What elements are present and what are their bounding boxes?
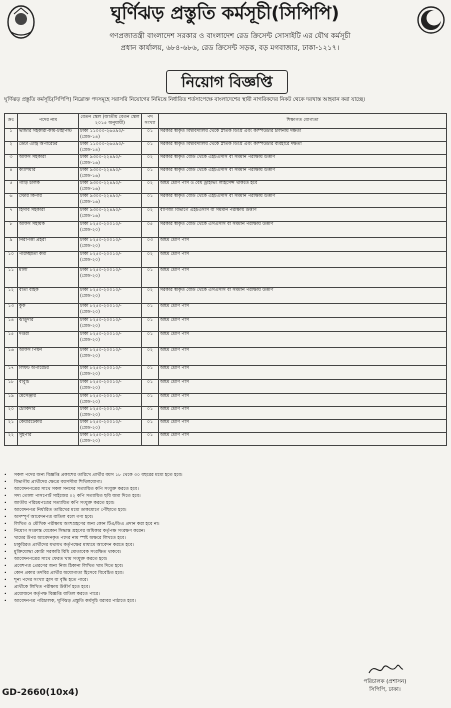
cell-serial: ১৮ [5,380,18,394]
condition-text: চাকুরিরত প্রার্থীদের যথাযথ কর্তৃপক্ষের মাধ্যমে আবেদন করতে হবে। [14,543,134,548]
cell-serial: ১৯ [5,394,18,407]
condition-item [4,591,447,598]
cell-qualification: সরকার স্বীকৃত বোর্ড থেকে এসএসসি বা সমমান পরীক্ষায় উত্তীর্ণ [159,222,447,238]
red-crescent-logo [416,5,446,35]
table-row [5,348,447,366]
condition-number: • [4,508,7,513]
condition-text: প্রয়োজনে কর্তৃপক্ষ বিজ্ঞপ্তি বাতিল করতে পারে। [14,592,100,597]
condition-number: • [4,515,7,520]
cell-post-name: ডেটা এন্ট্রি অপারেটর [18,142,79,155]
cell-post-count: ০৫ [142,222,159,238]
cell-pay-scale: টাকা ৮২৫০-২০০১০/-(গ্রেড-২০) [79,288,142,304]
cell-pay-scale: টাকা ৮২৫০-২০০১০/-(গ্রেড-২০) [79,268,142,288]
cell-pay-scale: টাকা ১১০০০-২৬৫৯০/-(গ্রেড-১৪) [79,142,142,155]
cell-post-count: ০১ [142,433,159,446]
cell-qualification: সরকার স্বীকৃত বোর্ড থেকে এইচএসসি বা সমমান পরীক্ষায় উত্তীর্ণ [159,168,447,181]
cell-pay-scale: টাকা ৯৩০০-২২৪৯০/-(গ্রেড-১৬) [79,194,142,208]
condition-number: • [4,522,7,527]
cell-pay-scale: টাকা ৯৩০০-২২৪৯০/-(গ্রেড-১৬) [79,155,142,168]
header-qualification: শিক্ষাগত যোগ্যতা [159,114,447,129]
table-row [5,238,447,252]
table-row [5,394,447,407]
cell-qualification: অষ্টম শ্রেণি পাস [159,420,447,433]
table-row [5,268,447,288]
cell-qualification: অষ্টম শ্রেণি পাস [159,268,447,288]
cell-qualification: অষ্টম শ্রেণি পাস [159,433,447,446]
cell-post-count: ০১ [142,129,159,142]
cell-serial: ১৭ [5,366,18,380]
cell-post-count: ০১ [142,142,159,155]
table-row [5,407,447,420]
condition-number: • [4,473,7,478]
cell-pay-scale: টাকা ৮২৫০-২০০১০/-(গ্রেড-২০) [79,318,142,332]
advertisement-title: নিয়োগ বিজ্ঞপ্তি [166,70,288,94]
condition-text: আবেদনপত্রের সাথে সকল সনদের সত্যায়িত কপি সংযুক্ত করতে হবে। [14,487,139,492]
cell-post-count: ০১ [142,194,159,208]
cell-qualification: অষ্টম শ্রেণি পাস [159,380,447,394]
table-row [5,142,447,155]
conditions-list [4,472,447,605]
condition-number: • [4,494,7,499]
cell-post-name: বার্তা বাহক [18,288,79,304]
condition-number: • [4,599,7,604]
cell-serial: ১৩ [5,304,18,318]
table-row [5,181,447,194]
cell-post-count: ০২ [142,252,159,268]
condition-item [4,493,447,500]
cell-serial: ৫ [5,181,18,194]
cell-post-name: কুক [18,304,79,318]
cell-qualification: অষ্টম শ্রেণি পাস [159,318,447,332]
condition-text: প্রার্থীকে লিখিত পরীক্ষায় উত্তীর্ণ হতে হবে। [14,585,90,590]
cell-post-name: হিসাব সহকারী [18,208,79,222]
cell-post-name: অফিস সহায়ক [18,222,79,238]
cell-pay-scale: টাকা ৮২৫০-২০০১০/-(গ্রেড-২০) [79,332,142,348]
cell-qualification: অষ্টম শ্রেণি পাস ও বৈধ ড্রাইভিং লাইসেন্স থাকতে হবে [159,181,447,194]
condition-text: সদ্য তোলা পাসপোর্ট সাইজের ০২ কপি সত্যায়িত ছবি জমা দিতে হবে। [14,494,141,499]
cell-pay-scale: টাকা ৯৩০০-২২৪৯০/-(গ্রেড-১৬) [79,168,142,181]
condition-text: আবেদনপত্র পরিচালক, ঘূর্ণিঝড় প্রস্তুতি কর্মসূচি বরাবর পাঠাতে হবে। [14,599,136,604]
signatory-organization: সিপিপি, ঢাকা। [369,687,401,693]
signature-scribble [365,660,405,678]
cell-serial: ৯ [5,238,18,252]
organization-address: প্রধান কার্যালয়, ৬৮৪-৬৮৬, রেড ক্রিসেন্ট সড়ক, বড় মগবাজার, ঢাকা-১২১৭। [120,43,340,52]
table-row [5,194,447,208]
cell-pay-scale: টাকা ৮২৫০-২০০১০/-(গ্রেড-২০) [79,238,142,252]
cell-post-count: ০১ [142,407,159,420]
cell-post-count: ০২ [142,155,159,168]
cell-post-count: ০১ [142,366,159,380]
organization-title: ঘূর্ণিঝড় প্রস্তুতি কর্মসূচী(সিপিপি) [110,3,340,24]
cell-post-name: বাবুর্চি [18,380,79,394]
condition-item [4,486,447,493]
cell-post-name: কেয়ারটেকার [18,420,79,433]
condition-number: • [4,571,7,576]
cell-post-count: ০১ [142,332,159,348]
intro-paragraph: ঘূর্ণিঝড় প্রস্তুতি কর্মসূচি(সিপিপি) নিম্নোক্ত পদসমূহে সরাসরি নিয়োগের নিমিত্তে নির্ধারিত শর্তসাপেক্ষে বাংলাদেশের স্থায়ী নাগরিকদের নিকট থেকে দরখাস্ত আহবান করা যাচ্ছে। [4,97,366,103]
cell-post-count: ০৩ [142,238,159,252]
condition-text: আবেদনপত্র নির্ধারিত তারিখের মধ্যে ডাকযোগে পৌঁছাতে হবে। [14,508,127,513]
cell-pay-scale: টাকা ৮২৫০-২০০১০/-(গ্রেড-২০) [79,252,142,268]
condition-number: • [4,487,7,492]
cell-qualification: সরকার স্বীকৃত বিশ্ববিদ্যালয় থেকে স্নাতক ডিগ্রি এবং কম্পিউটার ব্যবহারে দক্ষতা [159,142,447,155]
signature-block [330,660,440,694]
cell-post-name: ঝাড়ুদার [18,318,79,332]
condition-number: • [4,557,7,562]
cell-serial: ১১ [5,268,18,288]
table-row [5,366,447,380]
cell-serial: ১ [5,129,18,142]
cell-qualification: সরকার স্বীকৃত বোর্ড থেকে এইচএসসি বা সমমান পরীক্ষায় উত্তীর্ণ [159,194,447,208]
cell-qualification: সরকার স্বীকৃত বোর্ড থেকে এইচএসসি বা সমমান পরীক্ষায় উত্তীর্ণ [159,155,447,168]
table-row [5,222,447,238]
condition-item [4,479,447,486]
cell-pay-scale: টাকা ৯৩০০-২২৪৯০/-(গ্রেড-১৬) [79,208,142,222]
table-row [5,433,447,446]
government-emblem-logo [6,4,36,42]
condition-text: খামের উপর আবেদনকৃত পদের নাম স্পষ্ট অক্ষরে লিখতে হবে। [14,536,126,541]
cell-post-count: ০১ [142,268,159,288]
cell-qualification: অষ্টম শ্রেণি পাস [159,366,447,380]
cell-post-name: পরিচ্ছন্নতা কর্মী [18,252,79,268]
cell-serial: ৪ [5,168,18,181]
table-row [5,380,447,394]
condition-number: • [4,501,7,506]
cell-post-count: ০১ [142,304,159,318]
cell-pay-scale: টাকা ৮২৫০-২০০১০/-(গ্রেড-২০) [79,420,142,433]
cell-qualification: সরকার স্বীকৃত বোর্ড থেকে এসএসসি বা সমমান পরীক্ষায় উত্তীর্ণ [159,288,447,304]
condition-number: • [4,585,7,590]
cell-post-name: অফিস পিয়ন [18,348,79,366]
condition-item [4,528,447,535]
condition-item [4,521,447,528]
cell-serial: ৮ [5,222,18,238]
condition-item [4,507,447,514]
table-row [5,318,447,332]
table-row [5,288,447,304]
cell-post-name: ক্যাশিয়ার [18,168,79,181]
condition-number: • [4,543,7,548]
condition-number: • [4,536,7,541]
header-pay-scale: বেতন স্কেল (জাতীয় বেতন স্কেল ২০১৫ অনুযায়ী) [79,114,142,129]
condition-item [4,549,447,556]
condition-number: • [4,564,7,569]
cell-pay-scale: টাকা ৮২৫০-২০০১০/-(গ্রেড-২০) [79,366,142,380]
condition-item [4,514,447,521]
cell-qualification: বাণিজ্য বিভাগে এইচএসসি বা সমমান পরীক্ষায় উত্তীর্ণ [159,208,447,222]
cell-serial: ২২ [5,433,18,446]
condition-item [4,556,447,563]
condition-number: • [4,578,7,583]
cell-serial: ১০ [5,252,18,268]
cell-serial: ৭ [5,208,18,222]
cell-post-name: মেসেঞ্জার [18,394,79,407]
cell-post-name: গাড়ি চালক [18,181,79,194]
cell-qualification: অষ্টম শ্রেণি পাস [159,238,447,252]
cell-qualification: অষ্টম শ্রেণি পাস [159,394,447,407]
cell-serial: ১২ [5,288,18,304]
condition-text: লিখিত ও মৌখিক পরীক্ষায় অংশগ্রহণের জন্য কোন টিএ/ডিএ প্রদান করা হবে না। [14,522,160,527]
cell-post-count: ০১ [142,168,159,181]
cell-post-count: ০১ [142,394,159,407]
condition-text: নিয়োগ সংক্রান্ত যেকোন সিদ্ধান্ত গ্রহণের অধিকার কর্তৃপক্ষ সংরক্ষণ করেন। [14,529,146,534]
advertisement-code: GD-2660(10x4) [2,688,79,698]
cell-serial: ১৬ [5,348,18,366]
cell-serial: ৬ [5,194,18,208]
condition-item [4,535,447,542]
cell-serial: ২১ [5,420,18,433]
posts-table [4,113,447,446]
cell-post-name: মালী [18,268,79,288]
table-row [5,420,447,433]
condition-item [4,584,447,591]
condition-number: • [4,592,7,597]
condition-text: কোন প্রকার তদবির প্রার্থীর অযোগ্যতা হিসেবে বিবেচিত হবে। [14,571,124,576]
condition-item [4,570,447,577]
cell-post-count: ০২ [142,288,159,304]
cell-qualification: অষ্টম শ্রেণি পাস [159,332,447,348]
cell-serial: ১৪ [5,318,18,332]
cell-post-name: দপ্তরী [18,332,79,348]
cell-pay-scale: টাকা ৮২৫০-২০০১০/-(গ্রেড-২০) [79,304,142,318]
table-row [5,332,447,348]
condition-text: বিভাগীয় প্রার্থীদের ক্ষেত্রে বয়সসীমা শিথিলযোগ্য। [14,480,103,485]
cell-serial: ১৫ [5,332,18,348]
condition-item [4,500,447,507]
cell-post-count: ০২ [142,348,159,366]
cell-pay-scale: টাকা ৮২৫০-২০০১০/-(গ্রেড-২০) [79,222,142,238]
cell-pay-scale: টাকা ৮২৫০-২০০১০/-(গ্রেড-২০) [79,394,142,407]
header-post-name: পদের নাম [18,114,79,129]
cell-serial: ২০ [5,407,18,420]
signatory-designation: পরিচালক (প্রশাসন) [363,679,407,685]
cell-pay-scale: টাকা ৮২৫০-২০০১০/-(গ্রেড-২০) [79,380,142,394]
condition-text: আবেদনপত্রের সাথে ফেরত খাম সংযুক্ত করতে হবে। [14,557,108,562]
cell-serial: ৩ [5,155,18,168]
cell-post-name: স্টোর কিপার [18,194,79,208]
cell-pay-scale: টাকা ৮২৫০-২০০১০/-(গ্রেড-২০) [79,348,142,366]
condition-text: সকল পদের জন্য বিজ্ঞপ্তি প্রকাশের তারিখে প্রার্থীর বয়স ১৮ থেকে ৩০ বছরের মধ্যে হতে হবে। [14,473,183,478]
condition-item [4,563,447,570]
cell-pay-scale: টাকা ১১০০০-২৬৫৯০/-(গ্রেড-১৪) [79,129,142,142]
condition-item [4,598,447,605]
table-row [5,155,447,168]
condition-text: অসম্পূর্ণ আবেদনপত্র বাতিল বলে গণ্য হবে। [14,515,94,520]
cell-post-count: ০১ [142,380,159,394]
cell-post-name: সুইপার [18,433,79,446]
condition-text: মুক্তিযোদ্ধা কোটা সরকারি বিধি মোতাবেক সংরক্ষিত থাকবে। [14,550,122,555]
condition-text: শূন্য পদের সংখ্যা হ্রাস বা বৃদ্ধি হতে পারে। [14,578,89,583]
condition-number: • [4,550,7,555]
condition-text: প্রবেশপত্র প্রেরণের জন্য নিজ ঠিকানা লিখিত খাম দিতে হবে। [14,564,124,569]
condition-number: • [4,480,7,485]
cell-qualification: অষ্টম শ্রেণি পাস [159,304,447,318]
condition-text: জাতীয় পরিচয়পত্রের সত্যায়িত কপি সংযুক্ত করতে হবে। [14,501,115,506]
cell-serial: ২ [5,142,18,155]
condition-item [4,577,447,584]
header-post-count: পদ সংখ্যা [142,114,159,129]
table-header-row [5,114,447,129]
table-row [5,129,447,142]
header-serial: ক্রঃ [5,114,18,129]
cell-post-count: ০২ [142,181,159,194]
cell-post-name: ভান্ডার সহকারী-কাম-টাইপিস্ট [18,129,79,142]
cell-pay-scale: টাকা ৮২৫০-২০০১০/-(গ্রেড-২০) [79,407,142,420]
table-row [5,252,447,268]
table-row [5,208,447,222]
cell-post-name: অফিস সহকারী [18,155,79,168]
cell-pay-scale: টাকা ৯৩০০-২২৪৯০/-(গ্রেড-১৬) [79,181,142,194]
cell-pay-scale: টাকা ৮২৫০-২০০১০/-(গ্রেড-২০) [79,433,142,446]
organization-subtitle: গণপ্রজাতন্ত্রী বাংলাদেশ সরকার ও বাংলাদেশ রেড ক্রিসেন্ট সোসাইটি এর যৌথ কর্মসূচী [109,31,351,40]
cell-post-name: চৌকিদার [18,407,79,420]
cell-post-count: ০২ [142,208,159,222]
condition-item [4,472,447,479]
cell-qualification: সরকার স্বীকৃত বিশ্ববিদ্যালয় থেকে স্নাতক ডিগ্রি এবং কম্পিউটার চালনায় দক্ষতা [159,129,447,142]
cell-post-count: ০১ [142,420,159,433]
cell-qualification: অষ্টম শ্রেণি পাস [159,252,447,268]
cell-qualification: অষ্টম শ্রেণি পাস [159,407,447,420]
cell-post-name: লিফট অপারেটর [18,366,79,380]
cell-post-count: ০১ [142,318,159,332]
table-row [5,304,447,318]
cell-post-name: নিরাপত্তা প্রহরী [18,238,79,252]
cell-qualification: অষ্টম শ্রেণি পাস [159,348,447,366]
condition-number: • [4,529,7,534]
table-row [5,168,447,181]
condition-item [4,542,447,549]
